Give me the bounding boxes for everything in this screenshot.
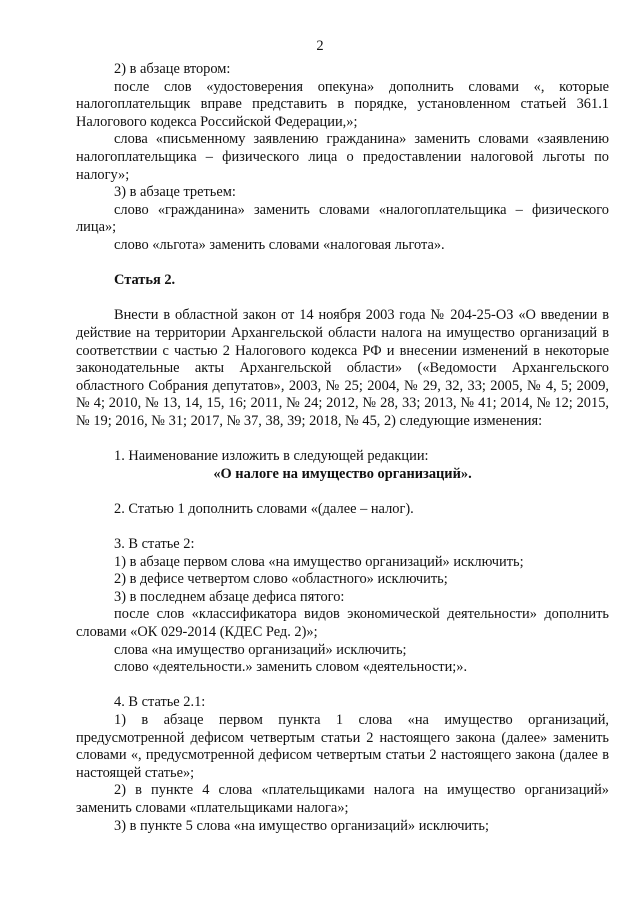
paragraph: 2) в абзаце втором:: [114, 61, 231, 77]
paragraph: 2. Статью 1 дополнить словами «(далее – налог).: [114, 500, 414, 517]
paragraph: 4. В статье 2.1:: [114, 694, 206, 711]
paragraph: 1. Наименование изложить в следующей редакции:: [114, 448, 429, 465]
paragraph: 3) в последнем абзаце дефиса пятого:: [114, 588, 345, 605]
article-heading: Статья 2.: [114, 272, 176, 289]
spacer: [76, 430, 609, 448]
spacer: [76, 677, 609, 695]
paragraph: 3) в абзаце третьем:: [114, 184, 236, 201]
paragraph: слова «письменному заявлению гражданина» заменить словами «заявлению налогоплательщика – физического лица о предоставлении налоговой льготы по налогу»;: [76, 131, 609, 183]
paragraph: 1) в абзаце первом слова «на имущество организаций» исключить;: [114, 553, 524, 570]
paragraph: 3. В статье 2:: [114, 536, 195, 553]
spacer: [76, 290, 609, 308]
paragraph: слово «льгота» заменить словами «налоговая льгота».: [114, 236, 445, 253]
paragraph: слова «на имущество организаций» исключить;: [114, 641, 407, 658]
spacer: [76, 483, 609, 501]
document-body: [76, 61, 609, 835]
new-law-title: «О налоге на имущество организаций».: [213, 465, 472, 482]
paragraph: после слов «удостоверения опекуна» дополнить словами «, которые налогоплательщик вправе представить в порядке, установленном статьей 361.1 Налогового кодекса Российской Федерации,»;: [76, 78, 609, 130]
paragraph: 2) в пункте 4 слова «плательщиками налога на имущество организаций» заменить словами «плательщиками налога»;: [76, 782, 609, 816]
spacer: [76, 518, 609, 536]
paragraph: слово «гражданина» заменить словами «налогоплательщика – физического лица»;: [76, 201, 609, 236]
paragraph: Внести в областной закон от 14 ноября 2003 года № 204-25-ОЗ «О введении в действие на территории Архангельской области налога на имущество организаций в соответствии с частью 2 Налогового кодекса РФ и внесении изменений в некоторые законодательные акты Архангельской области» («Ведомости Архангельского областного Собрания депутатов», 2003, № 25; 2004, № 29, 32, 33; 2005, № 4, 5; 2009, № 4; 2010, № 13, 14, 15, 16; 2011, № 24; 2012, № 28, 33; 2013, № 41; 2014, № 12; 2015, № 19; 2016, № 31; 2017, № 37, 38, 39; 2018, № 45, 2) следующие изменения:: [76, 307, 609, 429]
paragraph: 3) в пункте 5 слова «на имущество организаций» исключить;: [114, 817, 489, 834]
paragraph: 2) в дефисе четвертом слово «областного» исключить;: [114, 571, 448, 588]
paragraph: 1) в абзаце первом пункта 1 слова «на имущество организаций, предусмотренной дефисом четвертым статьи 2 настоящего закона (далее» заменить словами «, предусмотренной дефисом четвертым статьи 2 настоящего закона (далее в настоящей статье»;: [76, 711, 609, 781]
spacer: [76, 255, 609, 273]
page-number: 2: [316, 38, 324, 54]
paragraph: слово «деятельности.» заменить словом «деятельности;».: [114, 659, 468, 676]
paragraph: после слов «классификатора видов экономической деятельности» дополнить словами «ОК 029-2014 (КДЕС Ред. 2)»;: [76, 606, 609, 640]
